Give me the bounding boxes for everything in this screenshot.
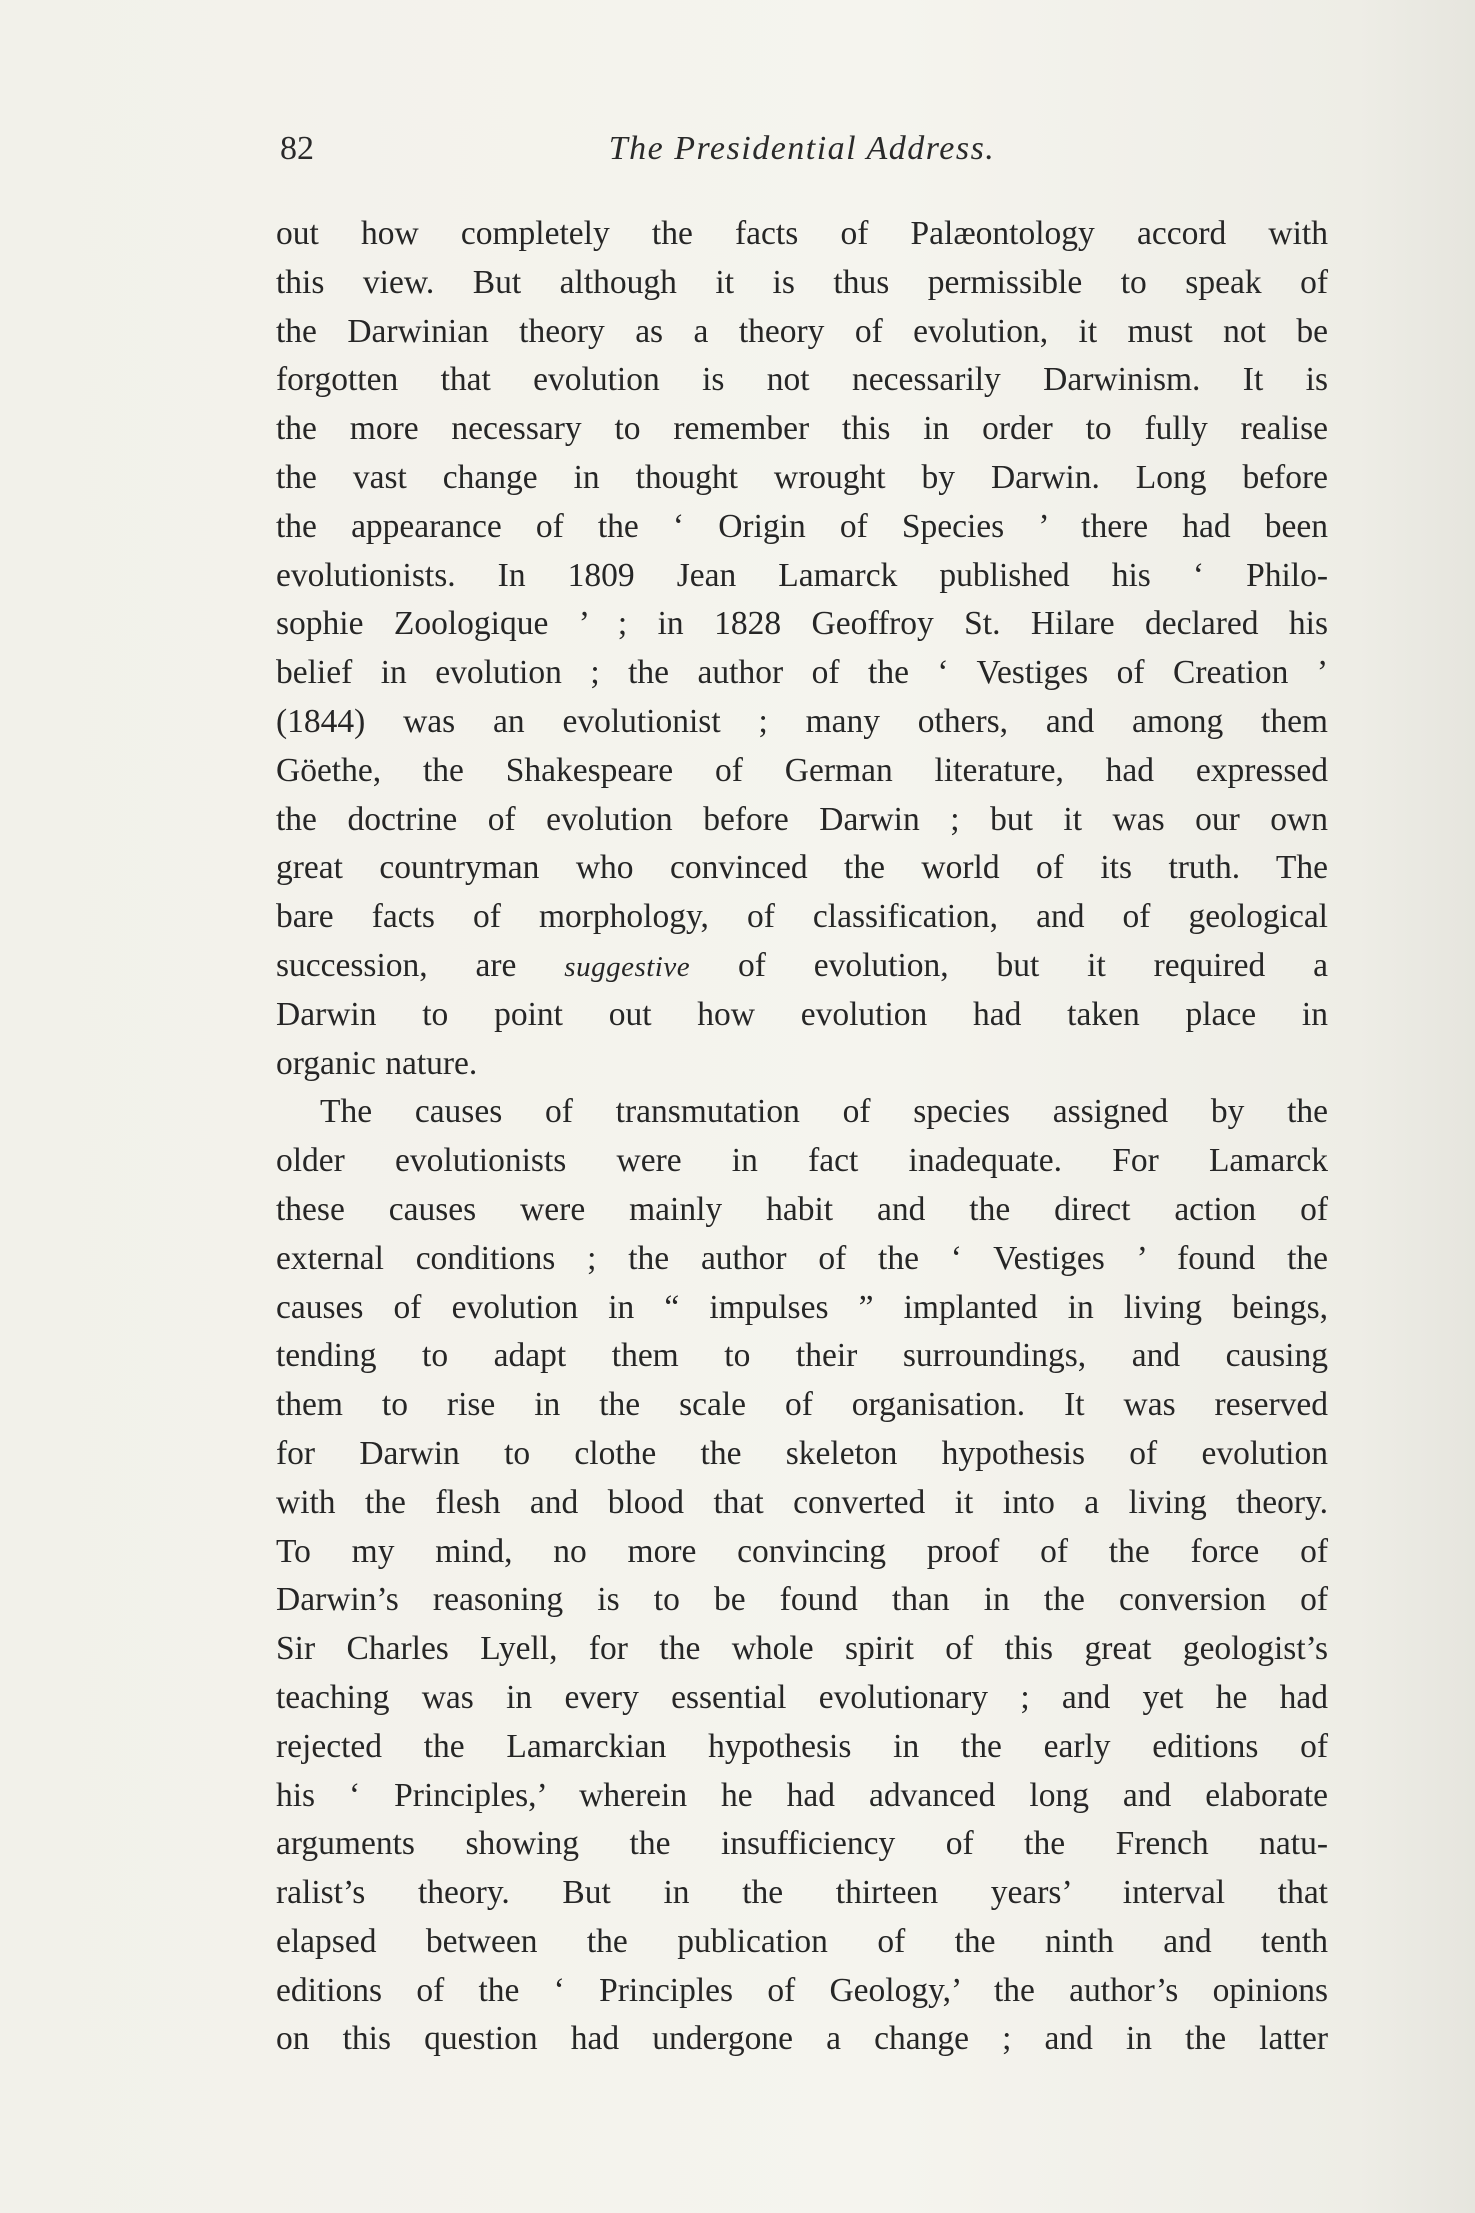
text-line: rejected the Lamarckian hypothesis in the early editions of [276,1727,1328,1765]
italic-word: suggestive [564,950,691,983]
running-title: The Presidential Address. [608,130,996,167]
text-line: ralist’s theory. But in the thirteen years’ interval that [276,1874,1328,1912]
text-line: Sir Charles Lyell, for the whole spirit of this great geologist’s [276,1630,1328,1668]
text-line [276,942,1328,991]
text-line: these causes were mainly habit and the direct action of [276,1190,1328,1228]
text-line: his ‘ Principles,’ wherein he had advanced long and elaborate [276,1776,1328,1814]
text-line: older evolutionists were in fact inadequate. For Lamarck [276,1142,1328,1180]
text-line: teaching was in every essential evolutionary ; and yet he had [276,1678,1328,1716]
text-line: this view. But although it is thus permissible to speak of [276,263,1328,301]
text-line: the Darwinian theory as a theory of evolution, it must not be [276,312,1328,350]
text-line: them to rise in the scale of organisation. It was reserved [276,1386,1328,1424]
text-line: great countryman who convinced the world of its truth. The [276,849,1328,887]
text-line: Darwin’s reasoning is to be found than in the conversion of [276,1581,1328,1619]
text-line: out how completely the facts of Palæontology accord with [276,215,1328,252]
text-line: belief in evolution ; the author of the ‘ Vestiges of Creation ’ [276,654,1328,692]
text-line: editions of the ‘ Principles of Geology,’ the author’s opinions [276,1971,1328,2009]
text-line: bare facts of morphology, of classification, and of geological [276,898,1328,936]
text-line: evolutionists. In 1809 Jean Lamarck published his ‘ Philo- [276,556,1328,594]
text-line: To my mind, no more convincing proof of the force of [276,1532,1328,1570]
text-segment: succession, are [276,946,565,984]
text-line: arguments showing the insufficiency of the French natu- [276,1825,1328,1863]
text-segment: of evolution, but it required a [690,946,1328,984]
text-line: elapsed between the publication of the ninth and tenth [276,1922,1328,1960]
text-line: external conditions ; the author of the ‘ Vestiges ’ found the [276,1239,1328,1277]
text-line: Darwin to point out how evolution had taken place in [276,995,1328,1033]
text-line: The causes of transmutation of species assigned by the [320,1093,1328,1131]
text-line: Göethe, the Shakespeare of German literature, had expressed [276,751,1328,789]
text-line: (1844) was an evolutionist ; many others, and among them [276,702,1328,740]
page-header [276,124,1328,184]
text-line: the doctrine of evolution before Darwin ; but it was our own [276,800,1328,838]
text-line: sophie Zoologique ’ ; in 1828 Geoffroy St. Hilare declared his [276,605,1328,643]
text-line: the vast change in thought wrought by Darwin. Long before [276,458,1328,496]
text-line: for Darwin to clothe the skeleton hypothesis of evolution [276,1434,1328,1472]
text-line: forgotten that evolution is not necessarily Darwinism. It is [276,361,1328,399]
text-line: the appearance of the ‘ Origin of Species ’ there had been [276,507,1328,545]
text-line: organic nature. [276,1044,478,1082]
page-number: 82 [280,130,314,167]
text-line: the more necessary to remember this in order to fully realise [276,410,1328,448]
text-line: causes of evolution in “ impulses ” implanted in living beings, [276,1288,1328,1326]
text-line: with the flesh and blood that converted it into a living theory. [276,1483,1328,1521]
body-text [276,210,1328,2064]
text-line: on this question had undergone a change ; and in the latter [276,2020,1328,2058]
text-line: tending to adapt them to their surroundings, and causing [276,1337,1328,1375]
